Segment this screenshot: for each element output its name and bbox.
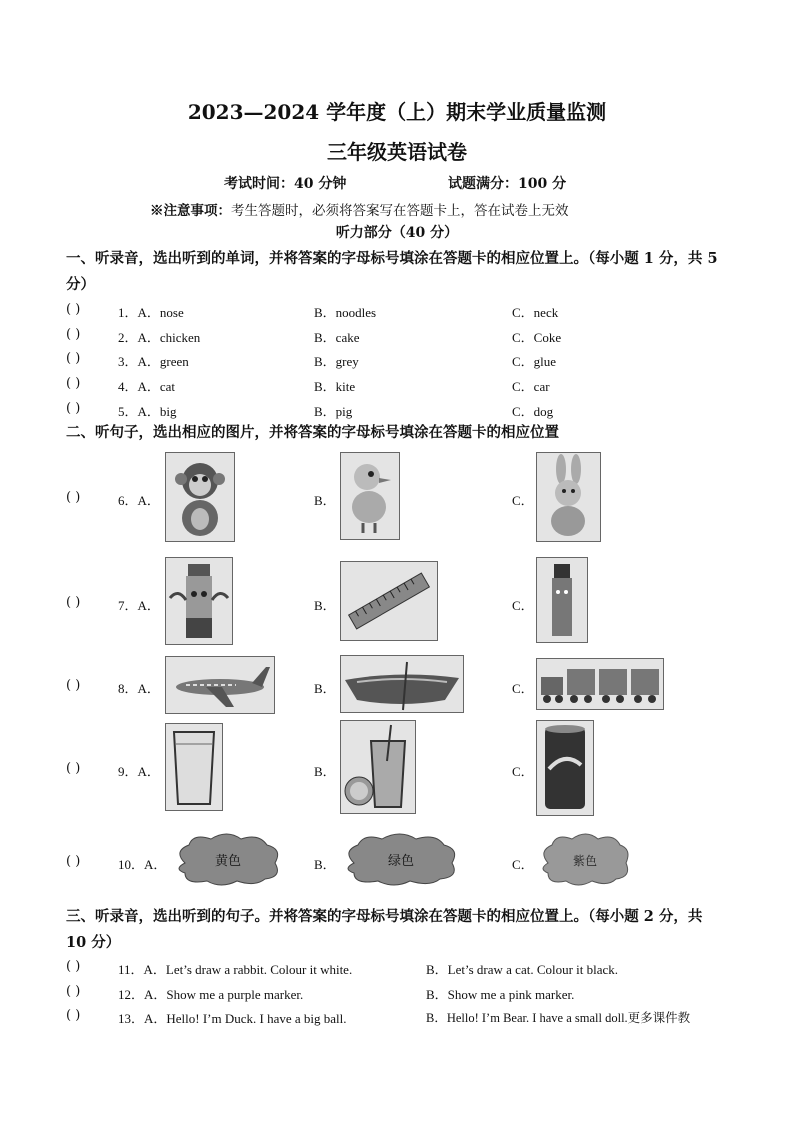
answer-paren: ( ) xyxy=(66,376,81,391)
q6-option-c: C． xyxy=(512,493,534,508)
q1-option-b: B．noodles xyxy=(314,305,377,320)
boat-picture xyxy=(340,655,464,713)
answer-paren: ( ) xyxy=(66,595,81,610)
exam-time: 考试时间：40 分钟 xyxy=(224,176,347,192)
question-10: 10．A． xyxy=(118,857,167,872)
question-5: 5．A．big xyxy=(118,404,177,419)
q8-option-c: C． xyxy=(512,681,534,696)
question-6: 6．A． xyxy=(118,493,160,508)
green-cloud-picture xyxy=(340,829,462,889)
answer-paren: ( ) xyxy=(66,351,81,366)
answer-paren: ( ) xyxy=(66,959,81,974)
q4-option-c: C．car xyxy=(512,379,550,394)
q5-option-b: B．pig xyxy=(314,404,353,419)
question-7: 7．A． xyxy=(118,598,160,613)
q3-option-c: C．glue xyxy=(512,354,557,369)
purple-label: 紫色 xyxy=(572,854,598,868)
q4-option-b: B．kite xyxy=(314,379,356,394)
notice-label: ※注意事项： xyxy=(150,203,231,219)
duck-picture xyxy=(340,452,400,540)
section-3-instruction: 三、听录音，选出听到的句子。并将答案的字母标号填涂在答题卡的相应位置上。（每小题 2 分，共 10 分） xyxy=(66,908,703,951)
question-8: 8．A． xyxy=(118,681,160,696)
answer-paren: ( ) xyxy=(66,678,81,693)
question-1: 1．A．nose xyxy=(118,305,184,320)
section-2-instruction: 二、听句子，选出相应的图片，并将答案的字母标号填涂在答题卡的相应位置 xyxy=(66,424,559,441)
exam-subtitle: 三年级英语试卷 xyxy=(327,140,467,164)
q2-option-c: C．Coke xyxy=(512,330,562,345)
orange-juice-picture xyxy=(340,720,416,814)
q8-option-b: B． xyxy=(314,681,336,696)
ruler-picture xyxy=(340,561,438,641)
q7-option-c: C． xyxy=(512,598,534,613)
exam-title: 2023—2024 学年度（上）期末学业质量监测 xyxy=(187,100,607,124)
question-4: 4．A．cat xyxy=(118,379,176,394)
answer-paren: ( ) xyxy=(66,401,81,416)
section-1-instruction: 一、听录音，选出听到的单词，并将答案的字母标号填涂在答题卡的相应位置上。（每小题 1 分，共 5 分） xyxy=(66,250,718,293)
q6-option-b: B． xyxy=(314,493,336,508)
yellow-cloud-picture xyxy=(171,829,285,889)
q11-option-b: B．Let’s draw a cat. Colour it black. xyxy=(426,962,619,977)
answer-paren: ( ) xyxy=(66,302,81,317)
marker-picture xyxy=(536,557,588,643)
answer-paren: ( ) xyxy=(66,327,81,342)
q3-option-b: B．grey xyxy=(314,354,359,369)
q10-option-b: B． xyxy=(314,857,336,872)
q10-option-c: C． xyxy=(512,857,534,872)
notice xyxy=(150,199,569,219)
glass-of-water-picture xyxy=(165,723,223,811)
plane-picture xyxy=(165,656,275,714)
question-11: 11．A．Let’s draw a rabbit. Colour it white. xyxy=(118,962,353,977)
q12-option-b: B．Show me a pink marker. xyxy=(426,987,575,1002)
full-score: 试题满分：100 分 xyxy=(448,176,567,192)
q9-option-c: C． xyxy=(512,764,534,779)
q7-option-b: B． xyxy=(314,598,336,613)
q9-option-b: B． xyxy=(314,764,336,779)
rabbit-picture xyxy=(536,452,601,542)
train-picture xyxy=(536,658,664,710)
answer-paren: ( ) xyxy=(66,490,81,505)
q5-option-c: C．dog xyxy=(512,404,554,419)
q2-option-b: B．cake xyxy=(314,330,360,345)
question-12: 12．A．Show me a purple marker. xyxy=(118,987,304,1002)
question-2: 2．A．chicken xyxy=(118,330,201,345)
yellow-label: 黄色 xyxy=(214,854,242,869)
question-13: 13．A．Hello! I’m Duck. I have a big ball. xyxy=(118,1011,347,1026)
answer-paren: ( ) xyxy=(66,761,81,776)
question-9: 9．A． xyxy=(118,764,160,779)
green-label: 绿色 xyxy=(387,854,415,869)
purple-cloud-picture xyxy=(536,829,634,889)
q1-option-c: C．neck xyxy=(512,305,559,320)
notice-text: 考生答题时，必须将答案写在答题卡上，答在试卷上无效 xyxy=(231,203,569,219)
answer-paren: ( ) xyxy=(66,1008,81,1023)
monkey-picture xyxy=(165,452,235,542)
part-title: 听力部分（40 分） xyxy=(335,225,459,241)
glue-stick-picture xyxy=(165,557,233,645)
coke-can-picture xyxy=(536,720,594,816)
question-3: 3．A．green xyxy=(118,354,189,369)
q13-option-b: B．Hello! I’m Bear. I have a small doll.更多课件教 xyxy=(426,1011,691,1025)
answer-paren: ( ) xyxy=(66,854,81,869)
answer-paren: ( ) xyxy=(66,984,81,999)
